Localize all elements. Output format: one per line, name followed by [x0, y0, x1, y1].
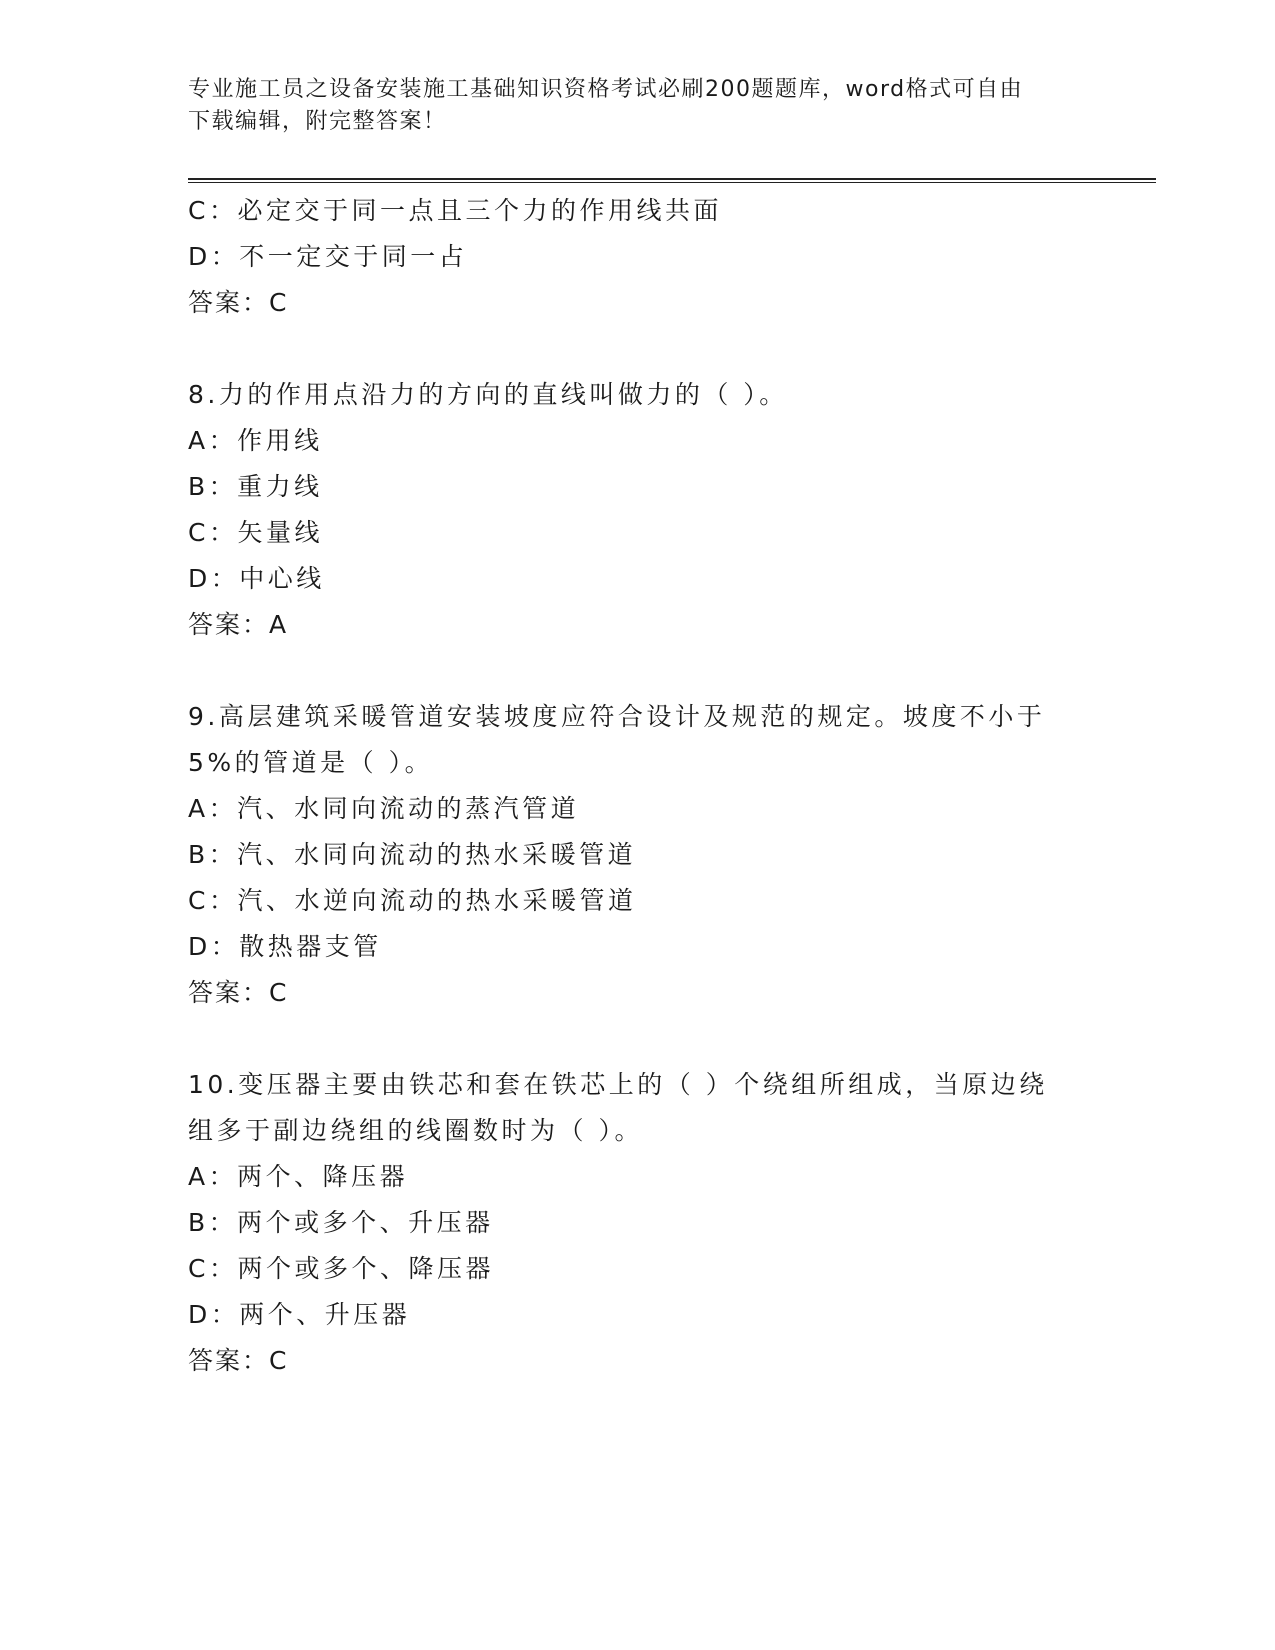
option-b: B：两个或多个、升压器: [188, 1208, 494, 1237]
answer-label: 答案：C: [188, 978, 289, 1007]
option-d: D：中心线: [188, 564, 325, 593]
option-a: A：汽、水同向流动的蒸汽管道: [188, 794, 580, 823]
spacer: [188, 326, 1088, 372]
header-rule-thick: [188, 178, 1156, 180]
question-stem: 8.力的作用点沿力的方向的直线叫做力的（ ）。: [188, 380, 788, 409]
header-line-1: 专业施工员之设备安装施工基础知识资格考试必刷200题题库，word格式可自由: [188, 77, 1024, 102]
question-8: [188, 372, 1088, 648]
header-line-2: 下载编辑，附完整答案！: [188, 109, 447, 134]
option-c: C：必定交于同一点且三个力的作用线共面: [188, 196, 722, 225]
answer-label: 答案：A: [188, 610, 289, 639]
question-stem-line-2: 5%的管道是（ ）。: [188, 748, 434, 777]
question-10: [188, 1062, 1088, 1384]
question-list: [188, 188, 1088, 1384]
document-header: [188, 74, 1068, 138]
option-c: C：汽、水逆向流动的热水采暖管道: [188, 886, 637, 915]
option-a: A：作用线: [188, 426, 323, 455]
question-stem-line-2: 组多于副边绕组的线圈数时为（ ）。: [188, 1116, 643, 1145]
option-c: C：矢量线: [188, 518, 323, 547]
header-rule-thin: [188, 182, 1156, 183]
answer-label: 答案：C: [188, 288, 289, 317]
option-d: D：散热器支管: [188, 932, 382, 961]
option-c: C：两个或多个、降压器: [188, 1254, 494, 1283]
spacer: [188, 1016, 1088, 1062]
question-9: [188, 694, 1088, 1016]
option-d: D：两个、升压器: [188, 1300, 411, 1329]
option-d: D：不一定交于同一占: [188, 242, 468, 271]
question-stem-line-1: 9.高层建筑采暖管道安装坡度应符合设计及规范的规定。坡度不小于: [188, 702, 1046, 731]
option-b: B：汽、水同向流动的热水采暖管道: [188, 840, 637, 869]
answer-label: 答案：C: [188, 1346, 289, 1375]
option-b: B：重力线: [188, 472, 323, 501]
question-stem-line-1: 10.变压器主要由铁芯和套在铁芯上的（ ）个绕组所组成，当原边绕: [188, 1070, 1048, 1099]
spacer: [188, 648, 1088, 694]
option-a: A：两个、降压器: [188, 1162, 409, 1191]
question-7-tail: [188, 188, 1088, 326]
